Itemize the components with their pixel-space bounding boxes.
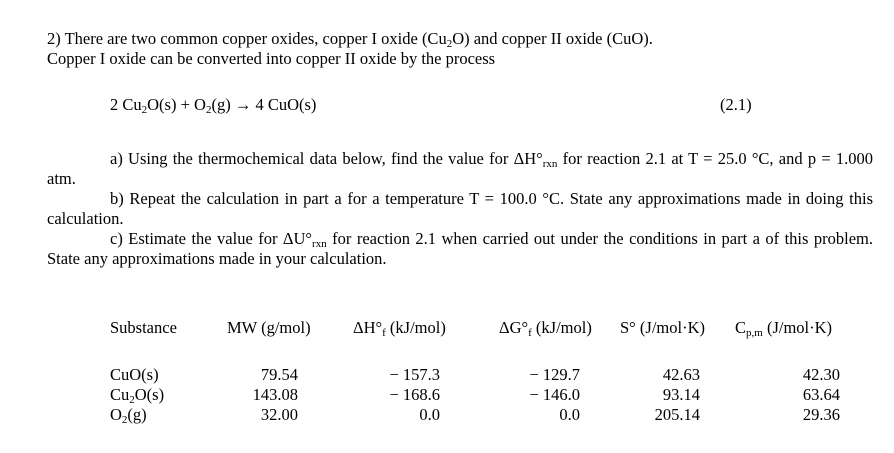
cell-mw: 143.08 <box>252 385 298 404</box>
part-a-text2: for reaction 2.1 at T = 25.0 °C, and p = 1.000 atm. <box>47 149 873 188</box>
subscript: rxn <box>542 158 558 170</box>
substance-formula-rest: O(s) <box>134 385 165 404</box>
part-a-text1: a) Using the thermochemical data below, find the value for ΔH° <box>110 149 543 168</box>
cell-dhf: − 157.3 <box>389 365 440 384</box>
subscript: f <box>382 327 386 339</box>
cell-dgf: − 129.7 <box>529 365 580 384</box>
part-c <box>47 229 873 269</box>
reaction-equation <box>110 95 810 115</box>
equation-part2: O(s) + O <box>147 95 206 114</box>
substance-formula: O <box>110 405 122 424</box>
equation-part3: (g) → 4 CuO(s) <box>211 95 317 114</box>
cell-substance <box>110 385 164 405</box>
subscript: 2 <box>205 104 212 116</box>
cell-dhf: − 168.6 <box>389 385 440 404</box>
cell-dgf: 0.0 <box>559 405 580 424</box>
substance-formula: Cu <box>110 385 130 404</box>
cell-dhf: 0.0 <box>419 405 440 424</box>
cell-substance <box>110 405 147 425</box>
substance-formula-rest: (g) <box>127 405 147 424</box>
subscript: rxn <box>312 238 327 250</box>
equation-part1: 2 Cu <box>110 95 142 114</box>
header-mw: MW (g/mol) <box>227 318 311 337</box>
subscript: 2 <box>121 414 128 426</box>
subscript: f <box>528 327 532 339</box>
cell-entropy: 93.14 <box>662 385 700 404</box>
header-dgf <box>499 318 592 338</box>
cell-cp: 29.36 <box>802 405 840 424</box>
part-c-text2: for reaction 2.1 when carried out under the conditions in part a of this problem. State any approximations made in your calculation. <box>47 229 873 268</box>
cell-mw: 32.00 <box>260 405 298 424</box>
header-dgf-unit: (kJ/mol) <box>531 318 592 337</box>
header-substance: Substance <box>110 318 177 337</box>
subscript: 2 <box>141 104 148 116</box>
part-a <box>47 149 873 189</box>
cell-cp: 42.30 <box>802 365 840 384</box>
problem-intro <box>47 29 873 69</box>
intro-text-part2: O) and copper II oxide (CuO). <box>452 29 653 48</box>
equation-number: (2.1) <box>720 95 752 114</box>
header-dgf-symbol: ΔG° <box>499 318 529 337</box>
part-c-text1: c) Estimate the value for ΔU° <box>110 229 313 248</box>
cell-mw: 79.54 <box>260 365 298 384</box>
part-b: b) Repeat the calculation in part a for a temperature T = 100.0 °C. State any approximations made in doing this calculation. <box>47 189 873 228</box>
cell-cp: 63.64 <box>802 385 840 404</box>
subscript: p,m <box>746 327 763 339</box>
subscript: 2 <box>129 394 135 406</box>
header-entropy: S° (J/mol·K) <box>620 318 705 337</box>
header-cp <box>735 318 832 338</box>
cell-entropy: 42.63 <box>662 365 700 384</box>
header-dhf-symbol: ΔH° <box>353 318 383 337</box>
cell-substance <box>110 365 159 385</box>
intro-text-line2: Copper I oxide can be converted into copper II oxide by the process <box>47 49 496 68</box>
header-dhf-unit: (kJ/mol) <box>385 318 446 337</box>
header-dhf <box>353 318 446 338</box>
subscript: 2 <box>446 38 453 50</box>
substance-formula: CuO(s) <box>110 365 159 384</box>
cell-dgf: − 146.0 <box>529 385 580 404</box>
header-cp-symbol: C <box>735 318 747 337</box>
intro-text-part1: 2) There are two common copper oxides, copper I oxide (Cu <box>47 29 447 48</box>
header-cp-unit: (J/mol·K) <box>762 318 833 337</box>
cell-entropy: 205.14 <box>654 405 700 424</box>
